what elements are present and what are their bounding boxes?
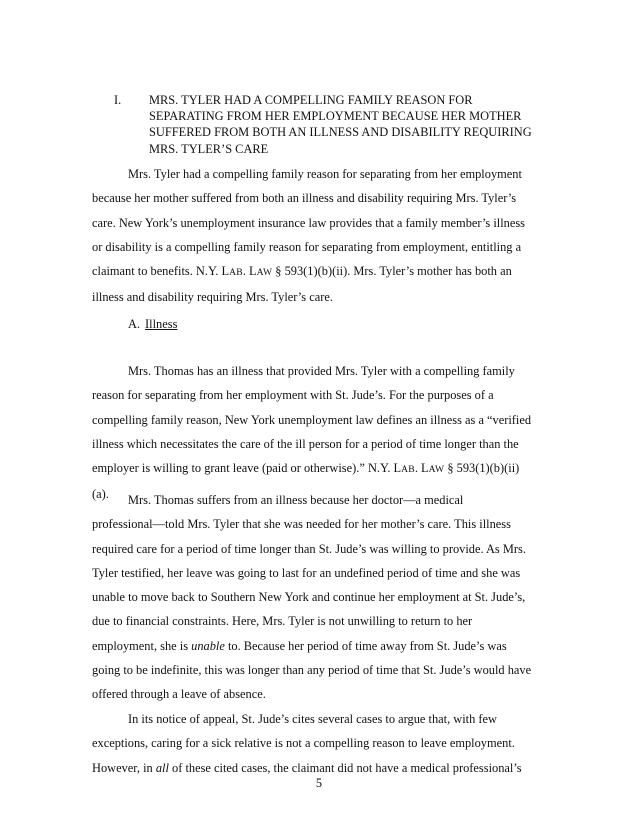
paragraph-1 xyxy=(92,162,548,310)
paragraph-line: professional―told Mrs. Tyler that she was needed for her mother’s care. This illness xyxy=(92,517,511,532)
page-number: 5 xyxy=(315,776,323,790)
text-run: . L xyxy=(242,264,257,279)
paragraph-line xyxy=(92,259,548,285)
text-run: claimant to benefits. N.Y. L xyxy=(92,264,230,279)
small-caps-run: AW xyxy=(256,267,273,279)
paragraph-line: reason for separating from her employment with St. Jude’s. For the purposes of a xyxy=(92,388,494,403)
paragraph-line: care. New York’s unemployment insurance law provides that a family member’s illness xyxy=(92,215,525,230)
paragraph-line: compelling family reason, New York unemployment law defines an illness as a “verified xyxy=(92,412,532,427)
paragraph-line: due to financial constraints. Here, Mrs. Tyler is not unwilling to return to her xyxy=(92,614,473,629)
paragraph-line: unable to move back to Southern New York and continue her employment at St. Jude’s, xyxy=(92,590,526,605)
paragraph-line: (a). xyxy=(92,487,109,502)
paragraph-line: In its notice of appeal, St. Jude’s cites several cases to argue that, with few xyxy=(128,712,497,726)
paragraph-line: Mrs. Thomas has an illness that provided Mrs. Tyler with a compelling family xyxy=(128,364,515,378)
small-caps-run: AB xyxy=(229,267,243,279)
paragraph-line: Mrs. Tyler had a compelling family reason for separating from her employment xyxy=(128,167,522,181)
section-title-line: SUFFERED FROM BOTH AN ILLNESS AND DISABILITY REQUIRING xyxy=(149,125,532,140)
paragraph-line: offered through a leave of absence. xyxy=(92,687,266,702)
paragraph-3 xyxy=(92,488,548,707)
text-run: However, in xyxy=(92,760,156,775)
small-caps-run: AB xyxy=(401,464,415,476)
text-run: to. Because her period of time away from St. Jude’s was xyxy=(224,638,507,653)
text-run: § 593(1)(b)(ii). Mrs. Tyler’s mother has both an xyxy=(272,264,512,279)
paragraph-line xyxy=(92,456,548,482)
text-run: employer is willing to grant leave (paid or otherwise).” N.Y. L xyxy=(92,461,402,476)
paragraph-line: illness and disability requiring Mrs. Tyler’s care. xyxy=(92,290,333,305)
subheading-text: Illness xyxy=(145,317,178,331)
paragraph-line: Mrs. Thomas suffers from an illness because her doctor―a medical xyxy=(128,493,464,507)
paragraph-line xyxy=(92,634,548,658)
section-title-line: MRS. TYLER HAD A COMPELLING FAMILY REASON FOR xyxy=(149,93,473,107)
paragraph-line: or disability is a compelling family reason for separating from employment, entitling a xyxy=(92,239,522,254)
section-title-line: SEPARATING FROM HER EMPLOYMENT BECAUSE HER MOTHER xyxy=(149,109,522,124)
small-caps-run: AW xyxy=(428,464,445,476)
text-run: of these cited cases, the claimant did not have a medical professional’s xyxy=(168,760,522,775)
paragraph-line: because her mother suffered from both an illness and disability requiring Mrs. Tyler’s xyxy=(92,191,517,206)
paragraph-4 xyxy=(92,707,548,780)
subheading-illness xyxy=(128,317,177,332)
section-title-line: MRS. TYLER’S CARE xyxy=(149,141,269,156)
text-run: . L xyxy=(414,461,429,476)
paragraph-line: Tyler testified, her leave was going to last for an undefined period of time and she was xyxy=(92,565,521,580)
paragraph-2 xyxy=(92,359,548,507)
emphasis-run: unable xyxy=(191,638,225,653)
section-number: I. xyxy=(114,93,122,107)
paragraph-line: exceptions, caring for a sick relative is not a compelling reason to leave employment. xyxy=(92,736,515,751)
paragraph-line: illness which necessitates the care of the ill person for a period of time longer than the xyxy=(92,436,519,451)
section-title xyxy=(149,92,549,157)
paragraph-line: going to be indefinite, this was longer than any period of time that St. Jude’s would have xyxy=(92,663,532,678)
text-run: § 593(1)(b)(ii) xyxy=(444,461,520,476)
text-run: employment, she is xyxy=(92,638,192,653)
paragraph-line: required care for a period of time longer than St. Jude’s was willing to provide. As Mrs. xyxy=(92,541,526,556)
subheading-letter: A. xyxy=(128,317,141,331)
emphasis-run: all xyxy=(155,760,169,775)
